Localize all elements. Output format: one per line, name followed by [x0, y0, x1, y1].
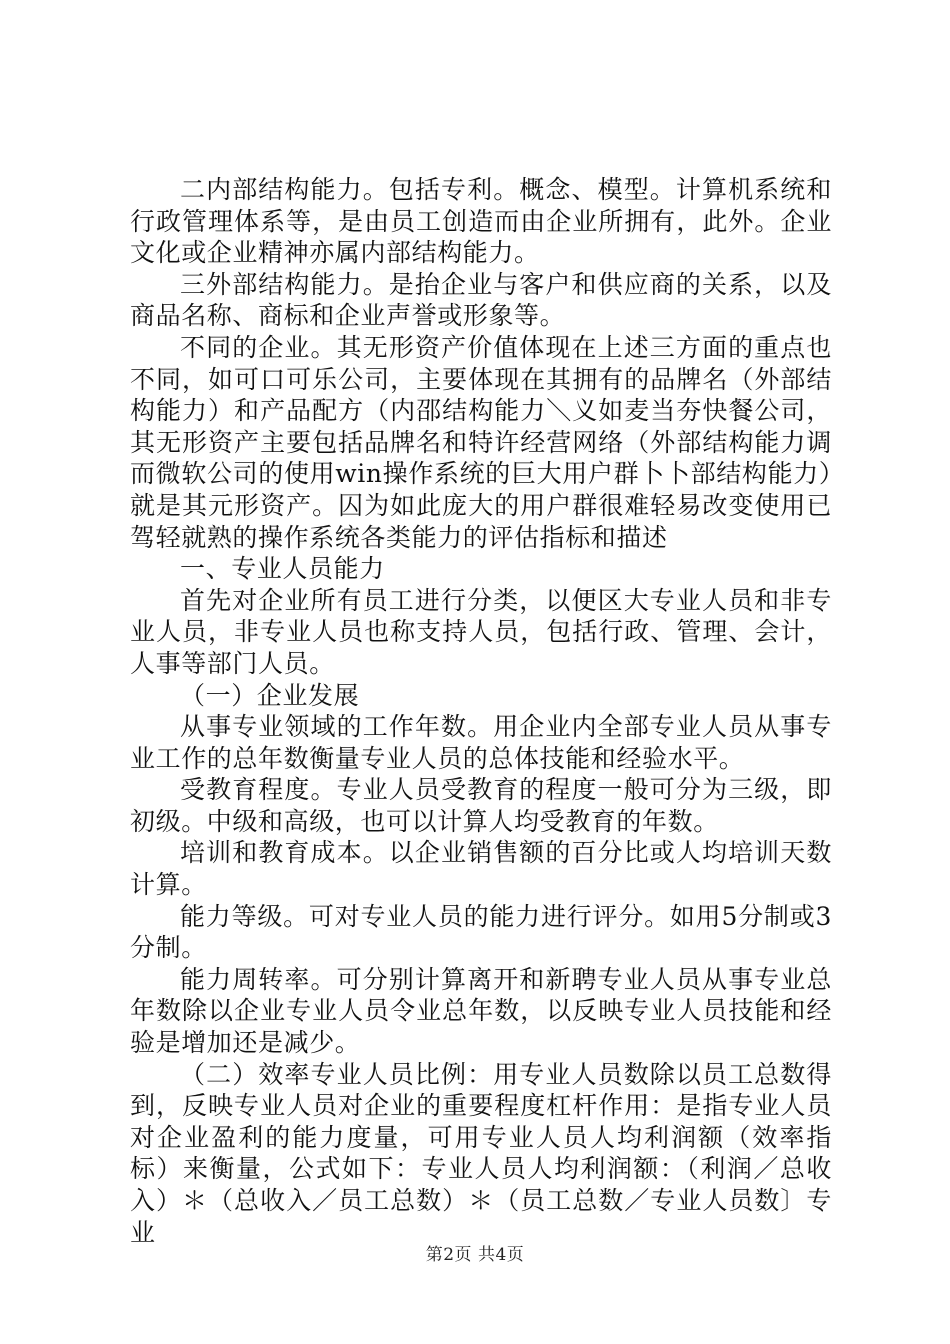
paragraph-work-years: 从事专业领域的工作年数。用企业内全部专业人员从事专业工作的总年数衡量专业人员的总体技能和经验水平。 — [130, 712, 832, 773]
paragraph-intangible-assets: 不同的企业。其无形资产价值体现在上述三方面的重点也不同，如可口可乐公司，主要体现在其拥有的品牌名（外部结构能力）和产品配方（内邵结构能力＼义如麦当夯快餐公司，其无形资产主要包括品牌名和特许经营网络（外部结构能力调而微软公司的使用win操作系统的巨大用户群卜卜部结构能力）就是其元形资产。囚为如此庞大的用户群很难轻易改变使用已驾轻就熟的操作系统各类能力的评估指标和描述 — [130, 332, 832, 552]
section-heading-professional-ability: 一、专业人员能力 — [180, 554, 385, 584]
paragraph-ability-grade: 能力等级。可对专业人员的能力进行评分。如用5分制或3分制。 — [130, 901, 832, 963]
subsection-heading-development: （一）企业发展 — [180, 680, 360, 710]
paragraph-education-level: 受教育程度。专业人员受教育的程度一般可分为三级，即初级。中级和高级，也可以计算人均受教育的年数。 — [130, 775, 832, 836]
document-body — [130, 174, 832, 1248]
paragraph-internal-structure: 二内部结构能力。包括专利。概念、模型。计算机系统和行政管理体系等，是由员工创造而由企业所拥有，此外。企业文化或企业精神亦属内部结构能力。 — [130, 175, 832, 268]
paragraph-staff-classification: 首先对企业所有员工进行分类，以便区大专业人员和非专业人员，非专业人员也称支持人员，包括行政、管理、会计，人事等部门人员。 — [130, 585, 832, 678]
paragraph-efficiency: （二）效率专业人员比例：用专业人员数除以员工总数得到，反映专业人员对企业的重要程度杠杆作用：是指专业人员对企业盈利的能力度量，可用专业人员人均利润额（效率指标）来衡量，公式如下：专业人员人均利润额：（利润／总收入）＊（总收入／员工总数）＊（员工总数／专业人员数〕专业 — [130, 1059, 832, 1247]
paragraph-turnover-rate: 能力周转率。可分别计算离开和新聘专业人员从事专业总年数除以企业专业人员令业总年数，以反映专业人员技能和经验是增加还是减少。 — [130, 964, 832, 1058]
paragraph-external-structure: 三外部结构能力。是抬企业与客户和供应商的关系，以及商品名称、商标和企业声誉或形象等。 — [130, 269, 832, 331]
paragraph-training-cost: 培训和教育成本。以企业销售额的百分比或人均培训天数计算。 — [130, 838, 832, 900]
page-number-footer: 第2页 共4页 — [425, 1245, 525, 1265]
